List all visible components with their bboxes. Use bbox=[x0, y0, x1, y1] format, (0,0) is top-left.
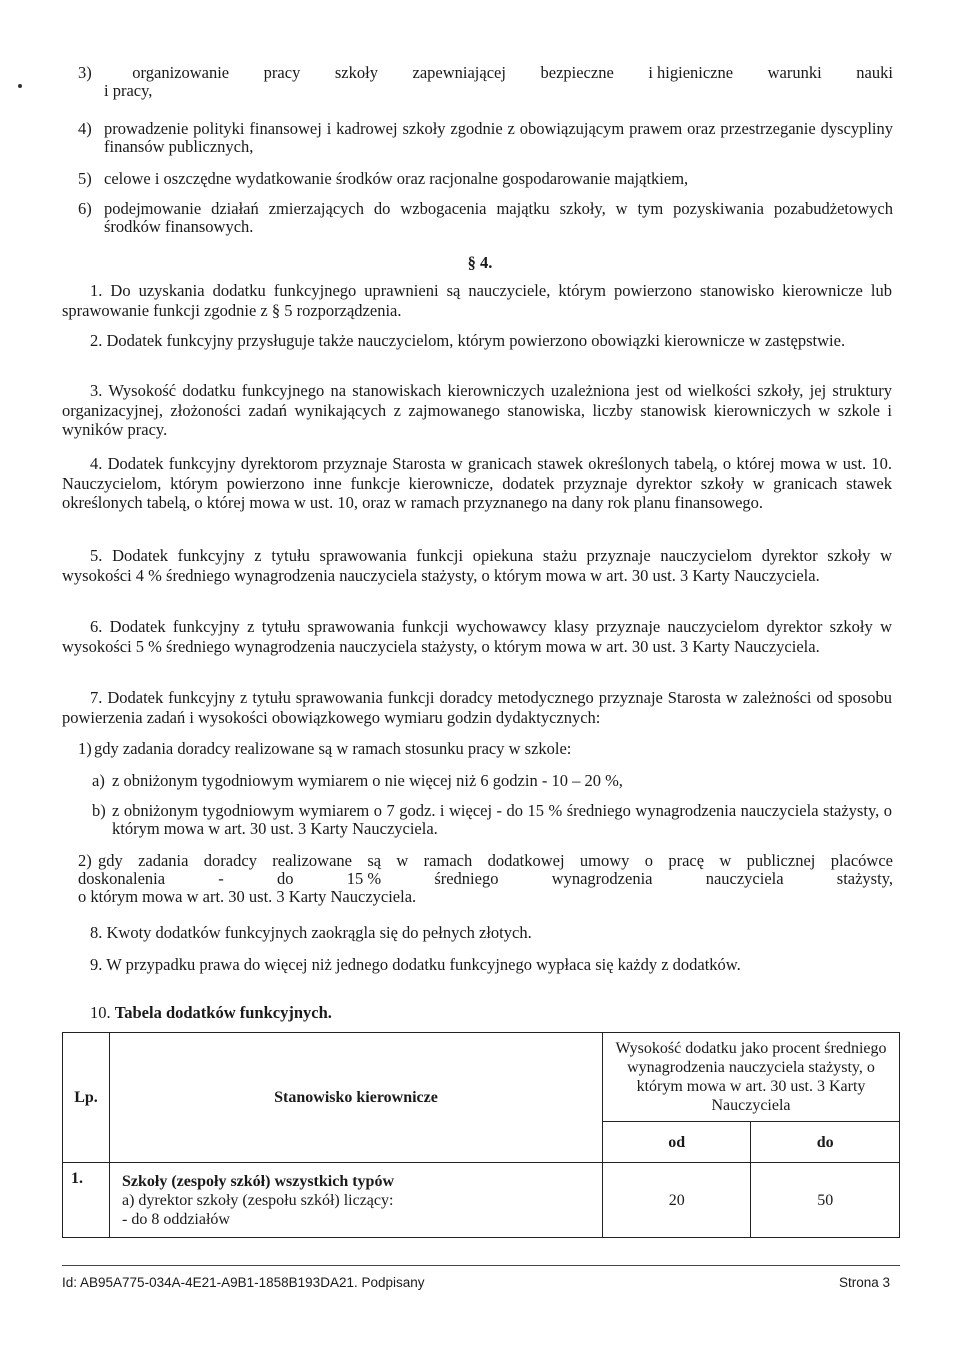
list-item-number: 4) bbox=[78, 119, 92, 138]
row-stanowisko: Szkoły (zespoły szkół) wszystkich typów a) dyrektor szkoły (zespołu szkół) liczący: - do 8 oddziałów bbox=[110, 1163, 603, 1238]
header-wysokosc: Wysokość dodatku jako procent średniego wynagrodzenia nauczyciela stażysty, o którym mowa w art. 30 ust. 3 Karty Nauczyciela bbox=[603, 1033, 900, 1122]
list-item-5 bbox=[78, 170, 893, 188]
section-heading: § 4. bbox=[467, 253, 493, 272]
list-item-4 bbox=[78, 120, 893, 156]
footer-divider bbox=[62, 1265, 900, 1266]
list-item-text: prowadzenie polityki finansowej i kadrowej szkoły zgodnie z obowiązującym prawem oraz przestrzeganie dyscypliny finansów publicznych, bbox=[104, 119, 893, 156]
subitem-7-1-a: a) z obniżonym tygodniowym wymiarem o nie więcej niż 6 godzin - 10 – 20 %, bbox=[92, 771, 623, 790]
list-item-text: podejmowanie działań zmierzających do wzbogacenia majątku szkoły, w tym pozyskiwania pozabudżetowych środków finansowych. bbox=[104, 199, 893, 236]
footer-page-number: Strona 3 bbox=[838, 1275, 890, 1290]
paragraph-8: 8. Kwoty dodatków funkcyjnych zaokrągla się do pełnych złotych. bbox=[90, 923, 532, 942]
paragraph-1: 1. Do uzyskania dodatku funkcyjnego uprawnieni są nauczyciele, którym powierzono stanowisko kierownicze lub sprawowanie funkcji zgodnie z § 5 rozporządzenia. bbox=[62, 281, 892, 320]
paragraph-2: 2. Dodatek funkcyjny przysługuje także nauczycielom, którym powierzono obowiązki kierownicze w zastępstwie. bbox=[90, 331, 846, 350]
paragraph-10: 10. Tabela dodatków funkcyjnych. bbox=[90, 1003, 332, 1022]
list-item-number: 3) bbox=[78, 63, 92, 82]
list-item-3: 3) organizowanie pracy szkoły zapewniającej bezpieczne i higieniczne warunki nauki i pracy, bbox=[78, 63, 893, 100]
header-od: od bbox=[603, 1122, 751, 1163]
header-lp: Lp. bbox=[63, 1033, 110, 1163]
footer-document-id: Id: AB95A775-034A-4E21-A9B1-1858B193DA21. Podpisany bbox=[62, 1275, 425, 1290]
list-item-text: celowe i oszczędne wydatkowanie środków oraz racjonalne gospodarowanie majątkiem, bbox=[104, 169, 689, 188]
row-od: 20 bbox=[603, 1163, 751, 1238]
scan-speck bbox=[18, 84, 22, 88]
row-do: 50 bbox=[751, 1163, 900, 1238]
paragraph-7: 7. Dodatek funkcyjny z tytułu sprawowania funkcji doradcy metodycznego przyznaje Starosta w zależności od sposobu powierzenia zadań i wysokości obowiązkowego wymiaru godzin dydaktycznych: bbox=[62, 688, 892, 727]
allowance-table bbox=[62, 1032, 900, 1238]
row-lp: 1. bbox=[63, 1163, 110, 1238]
paragraph-3: 3. Wysokość dodatku funkcyjnego na stanowiskach kierowniczych uzależniona jest od wielkości szkoły, jej struktury organizacyjnej, złożoności zadań wynikających z zajmowanego stanowiska, liczby stanowisk kierowniczych w szkole i wyników pracy. bbox=[62, 381, 892, 439]
paragraph-9: 9. W przypadku prawa do więcej niż jednego dodatku funkcyjnego wypłaca się każdy z dodatków. bbox=[90, 955, 741, 974]
list-item-6 bbox=[78, 200, 893, 236]
paragraph-5: 5. Dodatek funkcyjny z tytułu sprawowania funkcji opiekuna stażu przyznaje nauczycielom dyrektor szkoły w wysokości 4 % średniego wynagrodzenia nauczyciela stażysty, o którym mowa w art. 30 ust. 3 Karty Nauczyciela. bbox=[62, 546, 892, 585]
paragraph-4: 4. Dodatek funkcyjny dyrektorom przyznaje Starosta w granicach stawek określonych tabelą, o której mowa w ust. 10. Nauczycielom, którym powierzono inne funkcje kierownicze, dodatek przyznaje dyrektor szkoły w granicach stawek określonych tabelą, o której mowa w ust. 10, oraz w ramach przyznanego na dany rok planu finansowego. bbox=[62, 454, 892, 512]
header-do: do bbox=[751, 1122, 900, 1163]
header-stanowisko: Stanowisko kierownicze bbox=[110, 1033, 603, 1163]
paragraph-6: 6. Dodatek funkcyjny z tytułu sprawowania funkcji wychowawcy klasy przyznaje nauczycielom dyrektor szkoły w wysokości 5 % średniego wynagrodzenia nauczyciela stażysty, o którym mowa w art. 30 ust. 3 Karty Nauczyciela. bbox=[62, 617, 892, 656]
list-item-number: 6) bbox=[78, 199, 92, 218]
subitem-7-1: 1) gdy zadania doradcy realizowane są w ramach stosunku pracy w szkole: bbox=[78, 739, 572, 758]
table-row bbox=[63, 1163, 900, 1238]
subitem-7-1-b: b) z obniżonym tygodniowym wymiarem o 7 godz. i więcej - do 15 % średniego wynagrodzenia nauczyciela stażysty, o którym mowa w art. 30 ust. 3 Karty Nauczyciela. bbox=[92, 801, 892, 838]
list-item-number: 5) bbox=[78, 169, 92, 188]
table-header-row bbox=[63, 1033, 900, 1122]
table-title: Tabela dodatków funkcyjnych. bbox=[114, 1003, 332, 1022]
subitem-7-2: 2) gdy zadania doradcy realizowane są w ramach dodatkowej umowy o pracę w publicznej placówce doskonalenia - do 15 % średniego wynagrodzenia nauczyciela stażysty, o którym mowa w art. 30 ust. 3 Karty Nauczyciela. bbox=[78, 851, 893, 906]
